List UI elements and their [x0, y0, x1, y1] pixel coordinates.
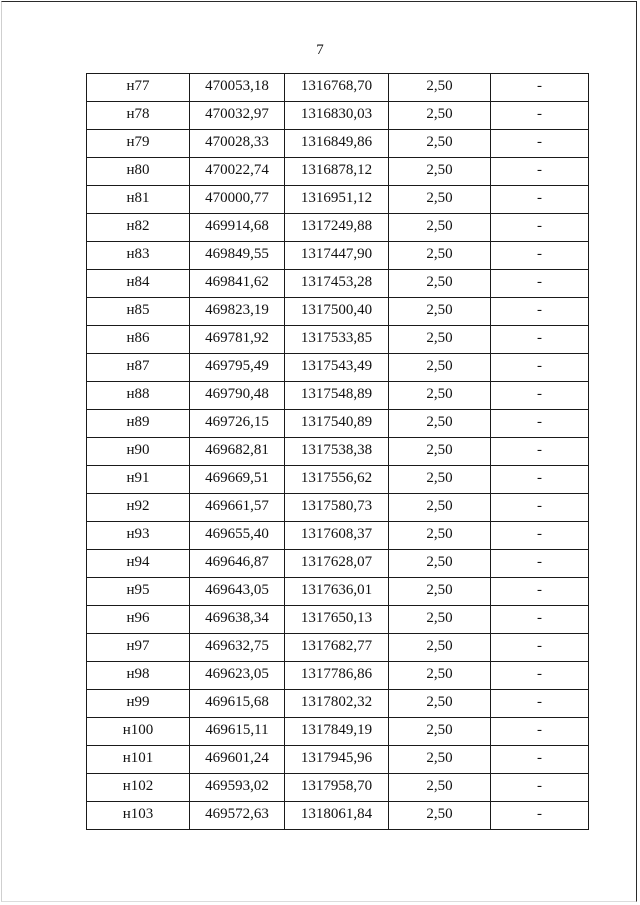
y-coordinate-cell: 1316768,70	[285, 74, 389, 102]
y-coordinate-cell: 1316878,12	[285, 158, 389, 186]
accuracy-cell: 2,50	[389, 774, 491, 802]
note-cell: -	[491, 158, 589, 186]
x-coordinate-cell: 469615,68	[190, 690, 285, 718]
note-cell: -	[491, 186, 589, 214]
accuracy-cell: 2,50	[389, 270, 491, 298]
y-coordinate-cell: 1317628,07	[285, 550, 389, 578]
point-id-cell: н84	[87, 270, 190, 298]
y-coordinate-cell: 1317249,88	[285, 214, 389, 242]
y-coordinate-cell: 1317447,90	[285, 242, 389, 270]
table-row	[87, 578, 589, 606]
table-row	[87, 298, 589, 326]
point-id-cell: н100	[87, 718, 190, 746]
table-row	[87, 186, 589, 214]
table-row	[87, 242, 589, 270]
note-cell: -	[491, 550, 589, 578]
y-coordinate-cell: 1317849,19	[285, 718, 389, 746]
table-row	[87, 158, 589, 186]
accuracy-cell: 2,50	[389, 298, 491, 326]
y-coordinate-cell: 1317636,01	[285, 578, 389, 606]
point-id-cell: н98	[87, 662, 190, 690]
y-coordinate-cell: 1317538,38	[285, 438, 389, 466]
accuracy-cell: 2,50	[389, 522, 491, 550]
accuracy-cell: 2,50	[389, 186, 491, 214]
x-coordinate-cell: 469726,15	[190, 410, 285, 438]
note-cell: -	[491, 578, 589, 606]
page-number: 7	[316, 42, 324, 58]
note-cell: -	[491, 634, 589, 662]
note-cell: -	[491, 242, 589, 270]
coordinates-table	[86, 73, 589, 830]
note-cell: -	[491, 690, 589, 718]
x-coordinate-cell: 469643,05	[190, 578, 285, 606]
y-coordinate-cell: 1317533,85	[285, 326, 389, 354]
x-coordinate-cell: 470028,33	[190, 130, 285, 158]
note-cell: -	[491, 74, 589, 102]
y-coordinate-cell: 1317682,77	[285, 634, 389, 662]
table-row	[87, 662, 589, 690]
point-id-cell: н97	[87, 634, 190, 662]
table-row	[87, 466, 589, 494]
accuracy-cell: 2,50	[389, 578, 491, 606]
x-coordinate-cell: 470022,74	[190, 158, 285, 186]
point-id-cell: н78	[87, 102, 190, 130]
point-id-cell: н91	[87, 466, 190, 494]
point-id-cell: н88	[87, 382, 190, 410]
x-coordinate-cell: 469914,68	[190, 214, 285, 242]
accuracy-cell: 2,50	[389, 606, 491, 634]
y-coordinate-cell: 1317548,89	[285, 382, 389, 410]
table-row	[87, 802, 589, 830]
accuracy-cell: 2,50	[389, 438, 491, 466]
table-row	[87, 746, 589, 774]
y-coordinate-cell: 1317802,32	[285, 690, 389, 718]
note-cell: -	[491, 522, 589, 550]
note-cell: -	[491, 802, 589, 830]
y-coordinate-cell: 1316849,86	[285, 130, 389, 158]
y-coordinate-cell: 1317540,89	[285, 410, 389, 438]
point-id-cell: н96	[87, 606, 190, 634]
point-id-cell: н81	[87, 186, 190, 214]
y-coordinate-cell: 1317580,73	[285, 494, 389, 522]
table-row	[87, 522, 589, 550]
point-id-cell: н101	[87, 746, 190, 774]
point-id-cell: н94	[87, 550, 190, 578]
note-cell: -	[491, 410, 589, 438]
accuracy-cell: 2,50	[389, 746, 491, 774]
note-cell: -	[491, 746, 589, 774]
point-id-cell: н77	[87, 74, 190, 102]
table-row	[87, 634, 589, 662]
y-coordinate-cell: 1317650,13	[285, 606, 389, 634]
point-id-cell: н90	[87, 438, 190, 466]
accuracy-cell: 2,50	[389, 354, 491, 382]
accuracy-cell: 2,50	[389, 466, 491, 494]
point-id-cell: н89	[87, 410, 190, 438]
x-coordinate-cell: 469781,92	[190, 326, 285, 354]
x-coordinate-cell: 469593,02	[190, 774, 285, 802]
point-id-cell: н99	[87, 690, 190, 718]
x-coordinate-cell: 469795,49	[190, 354, 285, 382]
x-coordinate-cell: 470053,18	[190, 74, 285, 102]
point-id-cell: н80	[87, 158, 190, 186]
y-coordinate-cell: 1317453,28	[285, 270, 389, 298]
table-row	[87, 130, 589, 158]
x-coordinate-cell: 469849,55	[190, 242, 285, 270]
accuracy-cell: 2,50	[389, 410, 491, 438]
accuracy-cell: 2,50	[389, 690, 491, 718]
x-coordinate-cell: 469823,19	[190, 298, 285, 326]
accuracy-cell: 2,50	[389, 802, 491, 830]
table-row	[87, 550, 589, 578]
point-id-cell: н102	[87, 774, 190, 802]
y-coordinate-cell: 1317608,37	[285, 522, 389, 550]
y-coordinate-cell: 1318061,84	[285, 802, 389, 830]
y-coordinate-cell: 1316830,03	[285, 102, 389, 130]
y-coordinate-cell: 1317500,40	[285, 298, 389, 326]
point-id-cell: н87	[87, 354, 190, 382]
x-coordinate-cell: 469790,48	[190, 382, 285, 410]
y-coordinate-cell: 1317543,49	[285, 354, 389, 382]
table-row	[87, 326, 589, 354]
point-id-cell: н85	[87, 298, 190, 326]
y-coordinate-cell: 1317556,62	[285, 466, 389, 494]
note-cell: -	[491, 102, 589, 130]
table-row	[87, 690, 589, 718]
table-row	[87, 270, 589, 298]
point-id-cell: н95	[87, 578, 190, 606]
note-cell: -	[491, 270, 589, 298]
x-coordinate-cell: 469615,11	[190, 718, 285, 746]
accuracy-cell: 2,50	[389, 74, 491, 102]
note-cell: -	[491, 382, 589, 410]
accuracy-cell: 2,50	[389, 130, 491, 158]
point-id-cell: н103	[87, 802, 190, 830]
accuracy-cell: 2,50	[389, 550, 491, 578]
x-coordinate-cell: 469841,62	[190, 270, 285, 298]
x-coordinate-cell: 469638,34	[190, 606, 285, 634]
table-row	[87, 438, 589, 466]
note-cell: -	[491, 326, 589, 354]
note-cell: -	[491, 718, 589, 746]
note-cell: -	[491, 774, 589, 802]
accuracy-cell: 2,50	[389, 634, 491, 662]
point-id-cell: н92	[87, 494, 190, 522]
x-coordinate-cell: 469601,24	[190, 746, 285, 774]
accuracy-cell: 2,50	[389, 662, 491, 690]
x-coordinate-cell: 469655,40	[190, 522, 285, 550]
accuracy-cell: 2,50	[389, 494, 491, 522]
x-coordinate-cell: 469669,51	[190, 466, 285, 494]
accuracy-cell: 2,50	[389, 242, 491, 270]
note-cell: -	[491, 494, 589, 522]
table-row	[87, 74, 589, 102]
y-coordinate-cell: 1317945,96	[285, 746, 389, 774]
accuracy-cell: 2,50	[389, 382, 491, 410]
x-coordinate-cell: 469632,75	[190, 634, 285, 662]
x-coordinate-cell: 469572,63	[190, 802, 285, 830]
table-row	[87, 382, 589, 410]
note-cell: -	[491, 214, 589, 242]
table-row	[87, 494, 589, 522]
x-coordinate-cell: 470000,77	[190, 186, 285, 214]
y-coordinate-cell: 1317958,70	[285, 774, 389, 802]
table-row	[87, 214, 589, 242]
note-cell: -	[491, 298, 589, 326]
note-cell: -	[491, 438, 589, 466]
x-coordinate-cell: 469623,05	[190, 662, 285, 690]
accuracy-cell: 2,50	[389, 214, 491, 242]
table-body	[87, 74, 589, 830]
table-row	[87, 774, 589, 802]
note-cell: -	[491, 662, 589, 690]
y-coordinate-cell: 1317786,86	[285, 662, 389, 690]
table-row	[87, 354, 589, 382]
x-coordinate-cell: 469661,57	[190, 494, 285, 522]
point-id-cell: н79	[87, 130, 190, 158]
accuracy-cell: 2,50	[389, 102, 491, 130]
point-id-cell: н83	[87, 242, 190, 270]
x-coordinate-cell: 470032,97	[190, 102, 285, 130]
note-cell: -	[491, 354, 589, 382]
table-row	[87, 410, 589, 438]
point-id-cell: н86	[87, 326, 190, 354]
x-coordinate-cell: 469646,87	[190, 550, 285, 578]
table-row	[87, 718, 589, 746]
accuracy-cell: 2,50	[389, 326, 491, 354]
point-id-cell: н93	[87, 522, 190, 550]
note-cell: -	[491, 606, 589, 634]
note-cell: -	[491, 466, 589, 494]
table-row	[87, 606, 589, 634]
point-id-cell: н82	[87, 214, 190, 242]
y-coordinate-cell: 1316951,12	[285, 186, 389, 214]
table-row	[87, 102, 589, 130]
accuracy-cell: 2,50	[389, 718, 491, 746]
note-cell: -	[491, 130, 589, 158]
accuracy-cell: 2,50	[389, 158, 491, 186]
x-coordinate-cell: 469682,81	[190, 438, 285, 466]
